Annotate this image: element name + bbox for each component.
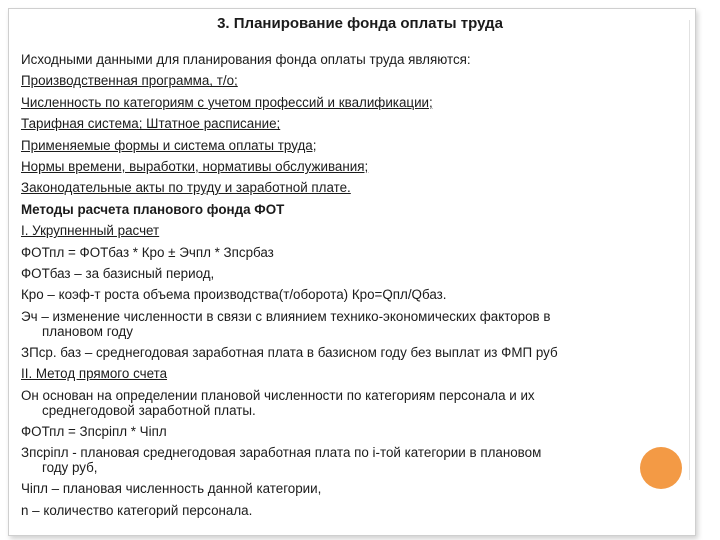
wrapped-text-line [21, 388, 671, 418]
text-line: Численность по категориям с учетом профессий и квалификации; [21, 94, 433, 110]
text-line-continuation: плановом году [42, 323, 133, 339]
text-line: Нормы времени, выработки, нормативы обслуживания; [21, 159, 369, 175]
text-line: Применяемые формы и система оплаты труда; [21, 137, 317, 153]
text-line: ЗПср. баз – среднегодовая заработная плата в базисном году без выплат из ФМП руб [21, 344, 558, 360]
text-line: Кро – коэф-т роста объема производства(т/оборота) Кро=Qпл/Qбаз. [21, 287, 447, 303]
subsection-heading: I. Укрупненный расчет [21, 223, 160, 239]
text-line: Зпсрiпл - плановая среднегодовая заработная плата по i-той категории в плановом [21, 445, 542, 461]
text-line: ФОТбаз – за базисный период, [21, 266, 215, 282]
slide-content [21, 49, 671, 521]
slide-title: 3. Планирование фонда оплаты труда [217, 15, 503, 32]
text-line: Законодательные акты по труду и заработной плате. [21, 180, 351, 196]
text-line: n – количество категорий персонала. [21, 502, 253, 518]
wrapped-text-line [21, 445, 671, 475]
text-line: Производственная программа, т/о; [21, 73, 238, 89]
slide-edge-line [689, 20, 690, 480]
section-heading: Методы расчета планового фонда ФОТ [21, 201, 285, 217]
formula-line: ФОТпл = ФОТбаз * Кро ± Эчпл * Зпсрбаз [21, 244, 274, 260]
formula-line: ФОТпл = Зпсрiпл * Чiпл [21, 423, 167, 439]
text-line: Эч – изменение численности в связи с влиянием технико-экономических факторов в [21, 308, 551, 324]
text-line: Он основан на определении плановой численности по категориям персонала и их [21, 387, 535, 403]
text-line: Чiпл – плановая численность данной категории, [21, 481, 322, 497]
text-line: Исходными данными для планирования фонда оплаты труда являются: [21, 52, 471, 67]
subsection-heading: II. Метод прямого счета [21, 366, 168, 382]
wrapped-text-line [21, 309, 671, 339]
text-line: Тарифная система; Штатное расписание; [21, 116, 281, 132]
text-line-continuation: году руб, [42, 460, 98, 476]
text-line-continuation: среднегодовой заработной платы. [42, 402, 256, 418]
